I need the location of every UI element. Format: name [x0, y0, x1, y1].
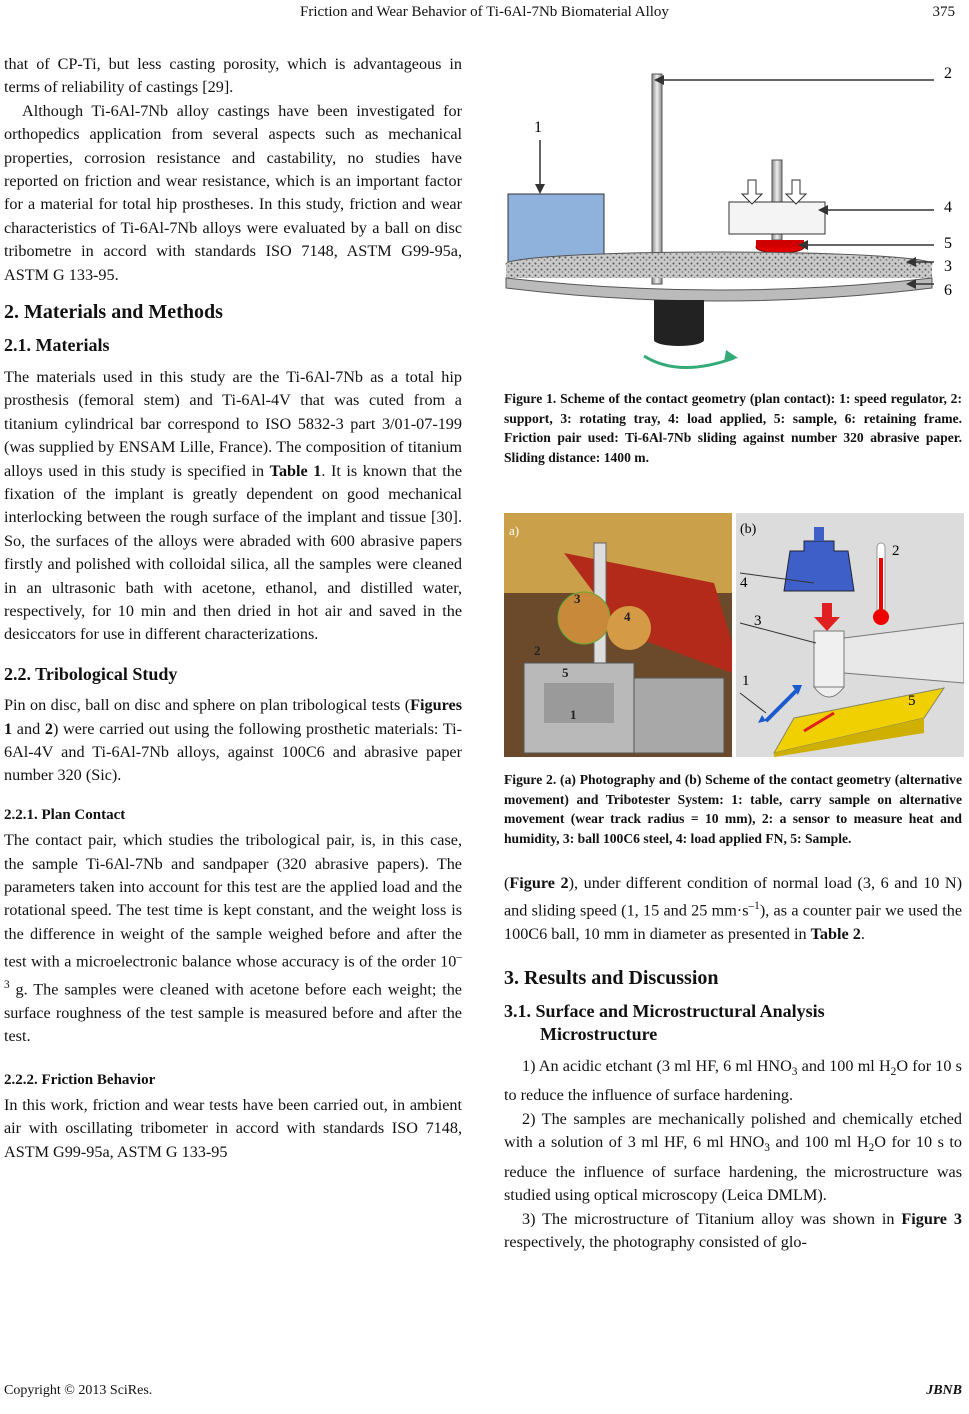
subsection-heading: 2.1. Materials: [4, 335, 110, 356]
paragraph: 2) The samples are mechanically polished and chemically etched with a solution of 3 ml HF, 6 ml $HNO_3$ and 100 ml $H_2O$ for 10 s to reduce the influence of surface hardening, the microstructure was studied using optical microscopy (Leica DMLM).: [504, 1109, 962, 1205]
left-column: [4, 53, 462, 1164]
load-arrow-left: [742, 180, 762, 204]
figure-2b-scheme: [736, 513, 964, 757]
page-number: 375: [932, 4, 955, 20]
load-arrow-right: [786, 180, 806, 204]
fig2a-label: 4: [624, 609, 631, 624]
subsubsection-heading: 2.2.1. Plan Contact: [4, 806, 126, 823]
fig2a-label: 2: [534, 643, 541, 658]
paragraph: The contact pair, which studies the tribological pair, is, in this case, the sample Ti-6Al-7Nb and sandpaper (320 abrasive papers). The parameters taken into account for this test are the applied load and the rotational speed. The test time is kept constant, and the weight loss is the difference in weight of the sample weighed before and after the test with a microelectronic balance whose accuracy is of the order $10^{-3}$ g. The samples were cleaned with acetone before each weight; the surface roughness of the test sample is measured before and after the test.: [4, 831, 462, 1046]
figure-ref[interactable]: Figures 1: [4, 696, 462, 738]
fig2a-label: 5: [562, 665, 569, 680]
fig2b-label: 3: [754, 613, 762, 629]
fig2b-label: 4: [740, 575, 748, 591]
journal-name: JBNB: [926, 1383, 962, 1398]
subsection-heading: 3.1. Surface and Microstructural Analysis: [504, 1001, 825, 1022]
fig1-label: 3: [944, 258, 952, 275]
sample-body: [756, 240, 804, 247]
paragraph: Pin on disc, ball on disc and sphere on plan tribological tests (Figures 1 and 2) were carried out using the following prosthetic materials: Ti-6Al-4V and Ti-6Al-7Nb alloys, against 100C6 and abrasive paper number 320 (Sic).: [4, 696, 463, 785]
abrasive-disc-side: [506, 264, 932, 278]
page-footer: [4, 1383, 962, 1399]
figure-ref[interactable]: 2: [44, 719, 53, 738]
fig2b-label: 5: [908, 693, 916, 709]
figure-2a-photo: [504, 513, 732, 757]
paragraph: (Figure 2), under different condition of normal load (3, 6 and 10 N) and sliding speed (1, 15 and 25 $mm\cdot s^{-1}$), as a counter pair we used the 100C6 ball, 10 mm in diameter as presented in Table 2.: [504, 874, 963, 944]
paragraph: 3) The microstructure of Titanium alloy was shown in Figure 3 respectively, the photography consisted of glo-: [504, 1209, 962, 1252]
paragraph: In this work, friction and wear tests have been carried out, in ambient air with oscillating tribometer in accord with standards ISO 7148, ASTM G99-95a, ASTM G 133-95: [4, 1096, 462, 1161]
figure-1-scheme: [504, 52, 964, 374]
subsubsection-heading: 2.2.2. Friction Behavior: [4, 1071, 156, 1088]
table-ref[interactable]: Table 2: [810, 925, 861, 944]
figure-1-caption: Figure 1. Scheme of the contact geometry (plan contact): 1: speed regulator, 2: support, 3: rotating tray, 4: load applied, 5: sample, 6: retaining frame. Friction pair used: Ti-6Al-7Nb sliding against number 320 abrasive paper. Sliding distance: 1400 m.: [504, 391, 962, 465]
subsection-heading: 2.2. Tribological Study: [4, 663, 178, 684]
table-ref[interactable]: Table 1: [269, 461, 322, 480]
figure-2-caption: Figure 2. (a) Photography and (b) Scheme of the contact geometry (alternative movement) and Tribotester System: 1: table, carry sample on alternative movement (wear track radius = 10 mm), 2: a sensor to measure heat and humidity, 3: ball 100C6 steel, 4: load applied FN, 5: Sample.: [504, 772, 962, 846]
rotating-tray: [506, 278, 932, 301]
fig1-label: 6: [944, 282, 952, 299]
section-heading: 3. Results and Discussion: [504, 966, 719, 989]
fig2-panel-a-label: a): [509, 523, 520, 538]
paragraph: 1) An acidic etchant (3 ml HF, 6 ml $HNO_3$ and 100 ml $H_2O$ for 10 s to reduce the influence of surface hardening.: [504, 1056, 962, 1105]
fig2b-label: 1: [742, 673, 750, 689]
fig1-label: 5: [944, 235, 952, 252]
fig1-label: 2: [944, 65, 952, 82]
fig1-label: 4: [944, 199, 952, 216]
running-title: Friction and Wear Behavior of Ti-6Al-7Nb Biomaterial Alloy: [300, 4, 669, 20]
page-header: [0, 4, 969, 26]
motor-shaft-end: [654, 334, 704, 346]
figure-2: [504, 513, 964, 757]
fig2b-label: 2: [892, 543, 900, 559]
subsection-heading: Microstructure: [540, 1024, 658, 1045]
right-column: [504, 872, 962, 1255]
fig2-panel-b-label: (b): [740, 522, 757, 537]
fig1-label: 1: [534, 119, 542, 136]
paragraph: that of CP-Ti, but less casting porosity, which is advantageous in terms of reliability of castings [29].: [4, 55, 462, 97]
fig2a-label: 3: [574, 591, 581, 606]
rotation-arrow: [644, 356, 734, 368]
section-heading: 2. Materials and Methods: [4, 301, 223, 324]
figure-ref[interactable]: Figure 2: [509, 874, 569, 892]
copyright: Copyright © 2013 SciRes.: [4, 1383, 153, 1398]
paragraph: Although Ti-6Al-7Nb alloy castings have been investigated for orthopedics application from several aspects such as mechanical properties, corrosion resistance and castability, no studies have reported on friction and wear resistance, which is an important factor for a material for total hip prostheses. In this study, friction and wear characteristics of Ti-6Al-7Nb alloys were evaluated by a ball on disc tribometre in accord with standards ISO 7148, ASTM G99-95a, ASTM G 133-95.: [4, 101, 462, 284]
figure-ref[interactable]: Figure 3: [901, 1209, 962, 1228]
fig2a-label: 1: [570, 707, 577, 722]
paragraph: The materials used in this study are the Ti-6Al-7Nb as a total hip prosthesis (femoral stem) and Ti-6Al-4V that was cuted from a titanium cylindrical bar correspond to ISO 5832-3 part 3/01-07-199 (was supplied by ENSAM Lille, France). The composition of titanium alloys used in this study is specified in Table 1. It is known that the fixation of the implant is greatly dependent on good mechanical interlocking between the rough surface of the implant and tissue [30]. So, the surfaces of the alloys were abraded with 600 abrasive papers firstly and polished with colloidal silica, all the samples were cleaned in an ultrasonic bath with acetone, ethanol, and distilled water, respectively, for 10 min and then dried in hot air and saved in the desiccators for use in different characterizations.: [4, 367, 462, 644]
load-box: [729, 202, 825, 234]
